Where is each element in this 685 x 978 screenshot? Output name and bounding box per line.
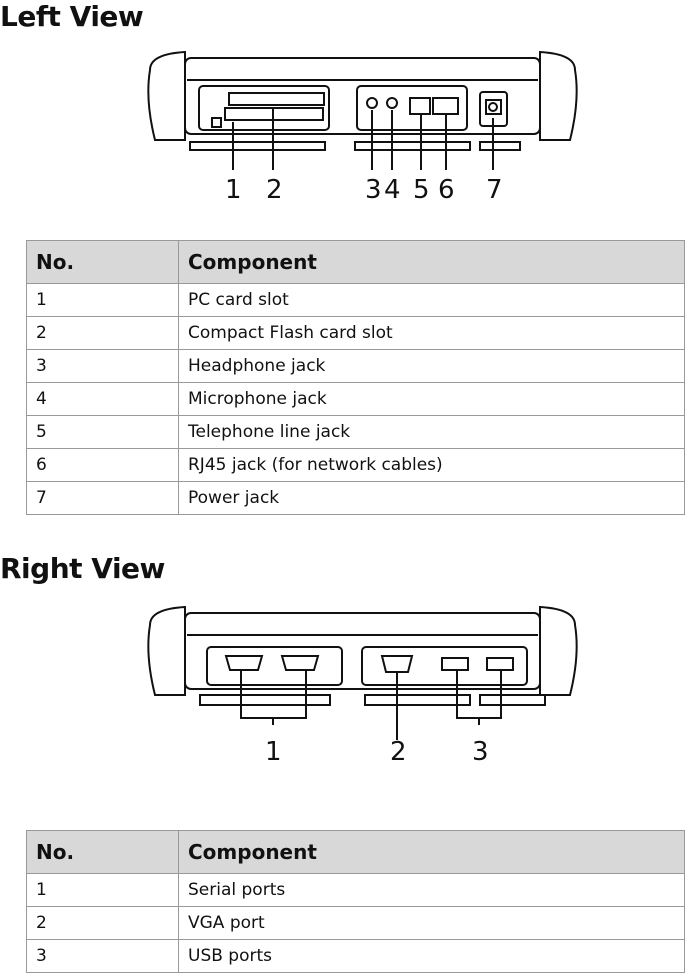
cell-no: 3 <box>27 350 179 383</box>
callout-7: 7 <box>486 175 503 205</box>
cell-component: Headphone jack <box>179 350 685 383</box>
header-no: No. <box>27 831 179 874</box>
cell-component: Serial ports <box>179 874 685 907</box>
cell-no: 1 <box>27 874 179 907</box>
cell-component: Telephone line jack <box>179 416 685 449</box>
table-row <box>27 940 685 973</box>
cell-component: Power jack <box>179 482 685 515</box>
cell-component: VGA port <box>179 907 685 940</box>
table-row <box>27 284 685 317</box>
header-component: Component <box>179 241 685 284</box>
header-no: No. <box>27 241 179 284</box>
callout-1: 1 <box>225 175 242 205</box>
cell-component: PC card slot <box>179 284 685 317</box>
table-header <box>27 241 685 284</box>
callout-4: 4 <box>384 175 401 205</box>
right-bumper <box>540 52 577 140</box>
right-view-table <box>26 830 685 973</box>
cell-no: 2 <box>27 317 179 350</box>
callout-2: 2 <box>266 175 283 205</box>
table-header <box>27 831 685 874</box>
left-view-table <box>26 240 685 515</box>
header-component: Component <box>179 831 685 874</box>
cell-component: USB ports <box>179 940 685 973</box>
serial-panel <box>207 647 342 685</box>
cell-no: 6 <box>27 449 179 482</box>
cell-component: RJ45 jack (for network cables) <box>179 449 685 482</box>
cell-component: Compact Flash card slot <box>179 317 685 350</box>
table-row <box>27 383 685 416</box>
cell-no: 4 <box>27 383 179 416</box>
callout-1: 1 <box>265 737 282 767</box>
table-row <box>27 317 685 350</box>
table-row <box>27 874 685 907</box>
table-row <box>27 416 685 449</box>
cell-no: 2 <box>27 907 179 940</box>
callout-5: 5 <box>413 175 430 205</box>
cell-no: 3 <box>27 940 179 973</box>
cell-no: 5 <box>27 416 179 449</box>
callout-3: 3 <box>472 737 489 767</box>
callout-3: 3 <box>365 175 382 205</box>
right-view-diagram <box>0 595 685 775</box>
left-view-diagram <box>0 40 685 210</box>
table-row <box>27 907 685 940</box>
table-row <box>27 449 685 482</box>
cell-component: Microphone jack <box>179 383 685 416</box>
left-bumper <box>148 52 185 140</box>
table-row <box>27 350 685 383</box>
left-view-title: Left View <box>0 0 144 33</box>
callout-6: 6 <box>438 175 455 205</box>
right-view-title: Right View <box>0 552 165 585</box>
vga-usb-panel <box>362 647 527 685</box>
cell-no: 7 <box>27 482 179 515</box>
table-row <box>27 482 685 515</box>
callout-2: 2 <box>390 737 407 767</box>
cell-no: 1 <box>27 284 179 317</box>
